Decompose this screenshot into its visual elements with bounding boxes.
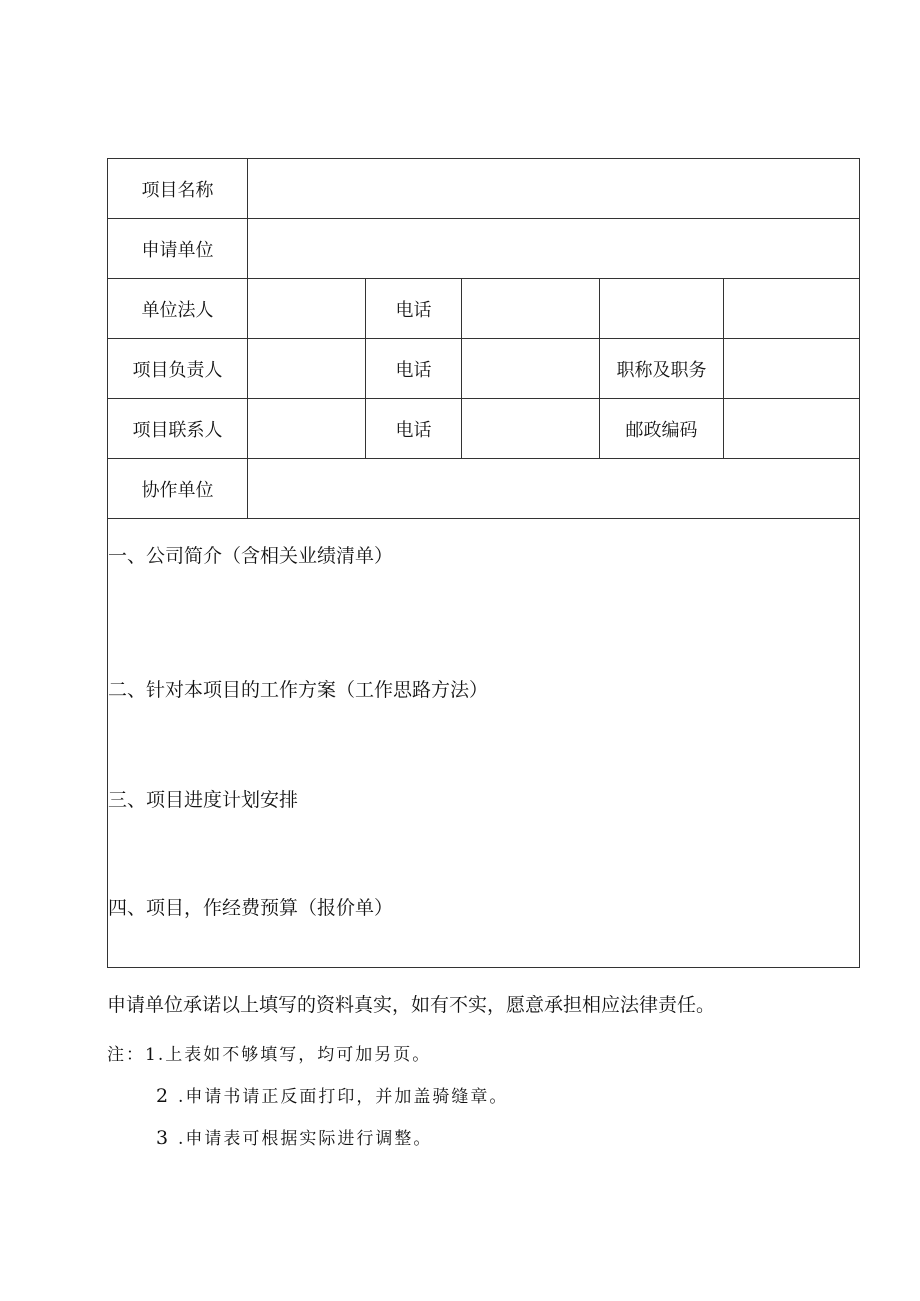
postal-code-label: 邮政编码 [600, 399, 724, 459]
blank-cell-a[interactable] [600, 279, 724, 339]
legal-rep-field[interactable] [248, 279, 366, 339]
application-form-table [107, 158, 860, 968]
legal-rep-phone-field[interactable] [462, 279, 600, 339]
row-applicant-unit [108, 219, 860, 279]
row-sections [108, 519, 860, 968]
applicant-unit-field[interactable] [248, 219, 860, 279]
project-contact-phone-field[interactable] [462, 399, 600, 459]
note-2-text: .申请书请正反面打印，并加盖骑缝章。 [178, 1087, 509, 1107]
project-contact-label: 项目联系人 [108, 399, 248, 459]
section-company-intro: 一、公司简介（含相关业绩清单） [108, 545, 394, 567]
note-3-number: 3 [156, 1127, 171, 1149]
note-3 [156, 1124, 432, 1149]
project-contact-field[interactable] [248, 399, 366, 459]
project-leader-phone-field[interactable] [462, 339, 600, 399]
project-name-field[interactable] [248, 159, 860, 219]
note-3-text: .申请表可根据实际进行调整。 [178, 1129, 433, 1149]
project-leader-label: 项目负责人 [108, 339, 248, 399]
project-leader-field[interactable] [248, 339, 366, 399]
row-project-contact [108, 399, 860, 459]
project-name-label: 项目名称 [108, 159, 248, 219]
phone-label-2: 电话 [366, 339, 462, 399]
row-legal-rep [108, 279, 860, 339]
phone-label-3: 电话 [366, 399, 462, 459]
section-schedule: 三、项目进度计划安排 [108, 789, 299, 811]
note-2 [156, 1082, 508, 1107]
note-2-number: 2 [156, 1085, 171, 1107]
postal-code-field[interactable] [724, 399, 860, 459]
section-budget: 四、项目，作经费预算（报价单） [108, 897, 394, 919]
applicant-unit-label: 申请单位 [108, 219, 248, 279]
cooperating-unit-label: 协作单位 [108, 459, 248, 519]
section-work-plan: 二、针对本项目的工作方案（工作思路方法） [108, 679, 489, 701]
commitment-statement: 申请单位承诺以上填写的资料真实，如有不实，愿意承担相应法律责任。 [107, 994, 716, 1016]
blank-cell-b[interactable] [724, 279, 860, 339]
sections-area[interactable] [108, 519, 860, 968]
title-position-label: 职称及职务 [600, 339, 724, 399]
note-1: 注：1.上表如不够填写，均可加另页。 [107, 1045, 432, 1065]
cooperating-unit-field[interactable] [248, 459, 860, 519]
title-position-field[interactable] [724, 339, 860, 399]
row-project-name [108, 159, 860, 219]
row-cooperating-unit [108, 459, 860, 519]
phone-label-1: 电话 [366, 279, 462, 339]
row-project-leader [108, 339, 860, 399]
legal-rep-label: 单位法人 [108, 279, 248, 339]
